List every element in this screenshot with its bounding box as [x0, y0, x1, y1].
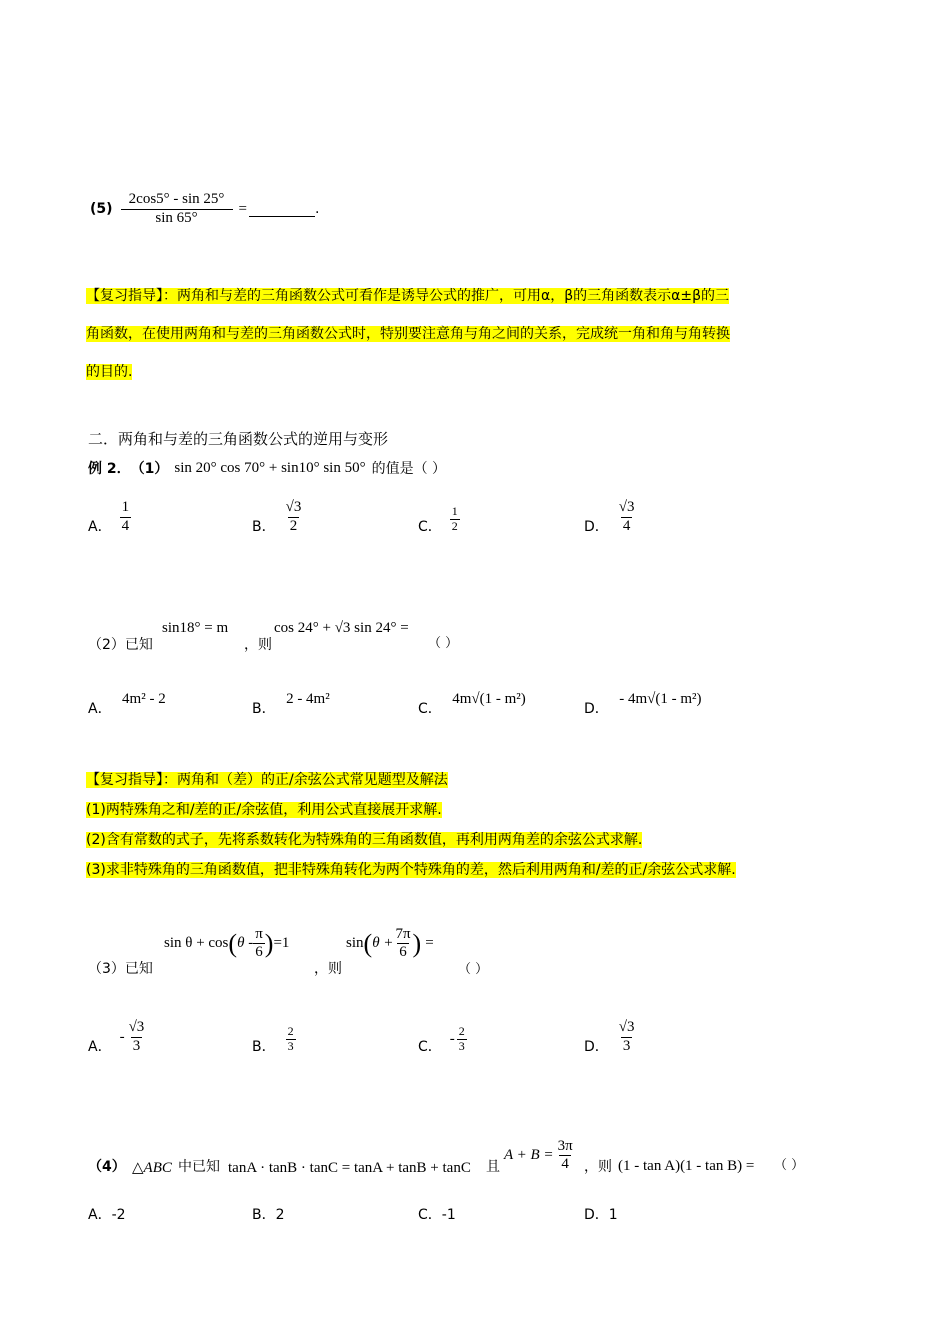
option-label: B．	[252, 519, 276, 535]
option-a[interactable]	[88, 1204, 126, 1224]
right-paren: )	[264, 928, 274, 958]
fraction-denominator: 3	[458, 1038, 465, 1053]
fraction-numerator: 1	[121, 499, 130, 516]
option-label: A．	[88, 519, 112, 535]
option-c[interactable]	[418, 1022, 467, 1056]
option-label: D．	[584, 519, 609, 535]
option-b[interactable]	[252, 1204, 285, 1224]
fraction	[450, 505, 460, 534]
option-label: C．	[418, 1039, 442, 1055]
condition-expression: sin18° = m	[162, 620, 229, 636]
answer-paren: （ ）	[428, 636, 459, 651]
option-a[interactable]	[88, 498, 131, 536]
option-label: C．	[418, 1207, 442, 1223]
question-mid: ，则	[314, 961, 342, 977]
fraction	[457, 1025, 467, 1054]
option-label: C．	[418, 701, 442, 717]
option-a[interactable]	[88, 1018, 146, 1056]
option-d[interactable]	[584, 688, 702, 717]
option-d[interactable]	[584, 1204, 618, 1224]
option-label: D．	[584, 701, 609, 717]
guide-line: (3)求非特殊角的三角函数值，把非特殊角转化为两个特殊角的差，然后利用两角和/差的正/余弦公式求解.	[86, 862, 736, 878]
fraction-numerator: √3	[618, 1019, 635, 1036]
option-value: 2	[275, 1207, 285, 1223]
question-text: 且	[486, 1159, 500, 1175]
fraction-denominator: 4	[121, 517, 130, 534]
fraction	[121, 191, 233, 227]
math-expression: sin 20° cos 70° + sin10° sin 50°	[174, 459, 366, 476]
option-label: A．	[88, 1207, 112, 1223]
option-b[interactable]	[252, 1022, 296, 1056]
fraction	[120, 499, 132, 535]
fraction-numerator: √3	[128, 1019, 145, 1036]
option-value: -1	[441, 1207, 456, 1223]
triangle-name: △ABC	[132, 1160, 172, 1176]
option-label: D．	[584, 1039, 609, 1055]
fraction-numerator: 3π	[557, 1138, 573, 1154]
example-2-question-1	[88, 458, 446, 478]
condition-expression	[164, 926, 289, 962]
option-label: A．	[88, 701, 112, 717]
guide-line: 的目的.	[86, 364, 133, 380]
math-expression	[346, 926, 434, 962]
math-expression: (1 - tan A)(1 - tan B) =	[618, 1158, 755, 1174]
guide-line: (2)含有常数的式子，先将系数转化为特殊角的三角函数值，再利用两角差的余弦公式求解.	[86, 832, 643, 848]
question-3	[88, 926, 568, 976]
option-sign: -	[119, 1028, 125, 1045]
question-number: （3）已知	[88, 961, 153, 977]
section-title: 二．两角和与差的三角函数公式的逆用与变形	[88, 430, 389, 448]
answer-blank	[249, 202, 315, 217]
fraction-numerator: π	[255, 926, 263, 942]
fraction-denominator: 2	[451, 518, 458, 533]
option-d[interactable]	[584, 1018, 637, 1056]
expr-part: =1	[273, 935, 290, 952]
option-label: B．	[252, 701, 276, 717]
fraction-denominator: 2	[289, 517, 298, 534]
equals-sign: =	[238, 200, 248, 217]
question-number: (5)	[90, 201, 113, 217]
question-mid: ，则	[244, 637, 272, 653]
period: .	[315, 201, 320, 217]
right-paren: )	[412, 928, 422, 958]
option-d[interactable]	[584, 498, 637, 536]
option-c[interactable]	[418, 688, 526, 717]
example-label: 例 2．	[88, 461, 131, 477]
fraction	[393, 926, 412, 962]
guide-line: 【复习指导】：两角和与差的三角函数公式可看作是诱导公式的推广，可用α，β的三角函数表示α±β的三	[86, 288, 730, 304]
fraction-denominator: 4	[561, 1156, 569, 1173]
fraction-numerator: 2	[458, 1023, 465, 1038]
guide-line: (1)两特殊角之和/差的正/余弦值，利用公式直接展开求解.	[86, 802, 442, 818]
condition-expression: tanA · tanB · tanC = tanA + tanB + tanC	[228, 1160, 471, 1176]
option-value: -2	[111, 1207, 126, 1223]
guide-line: 角函数，在使用两角和与差的三角函数公式时，特别要注意角与角之间的关系，完成统一角和角与角转换	[86, 326, 730, 342]
question-5	[90, 184, 319, 234]
answer-paren: （ ）	[458, 962, 489, 977]
fraction-numerator: 7π	[395, 926, 411, 942]
option-value: 4m² - 2	[122, 691, 166, 707]
option-b[interactable]	[252, 688, 330, 717]
expr-part: θ -	[237, 935, 254, 952]
option-value: 2 - 4m²	[286, 691, 330, 707]
guide-line: 【复习指导】：两角和（差）的正/余弦公式常见题型及解法	[86, 772, 448, 788]
option-b[interactable]	[252, 498, 303, 536]
question-tail: 的值是（ ）	[371, 461, 447, 477]
fraction-numerator: 2	[287, 1023, 294, 1038]
option-label: C．	[418, 519, 442, 535]
option-label: D．	[584, 1207, 609, 1223]
option-sign: -	[449, 1030, 455, 1047]
option-a[interactable]	[88, 688, 166, 717]
math-expression: cos 24° + √3 sin 24° =	[274, 620, 409, 636]
option-label: A．	[88, 1039, 112, 1055]
left-paren: (	[228, 928, 238, 958]
question-number: （4）	[88, 1159, 126, 1175]
fraction	[556, 1138, 575, 1174]
question-text: 中已知	[178, 1159, 220, 1175]
question-number: （1）	[130, 461, 169, 477]
option-label: B．	[252, 1207, 276, 1223]
review-guide-1	[86, 277, 868, 391]
fraction-numerator: 1	[451, 503, 458, 518]
review-guide-2	[86, 765, 736, 885]
fraction	[127, 1019, 147, 1055]
fraction-denominator: 3	[622, 1037, 631, 1054]
fraction-numerator: √3	[618, 499, 635, 516]
expr-part: sin θ + cos	[164, 935, 229, 952]
fraction-numerator: 2cos5° - sin 25°	[128, 191, 225, 208]
answer-paren: （ ）	[774, 1158, 805, 1173]
expr-part: =	[425, 935, 434, 952]
sum-expression	[504, 1138, 575, 1174]
option-c[interactable]	[418, 502, 460, 536]
fraction	[284, 499, 304, 535]
question-number: （2）已知	[88, 637, 153, 653]
option-c[interactable]	[418, 1204, 456, 1224]
fraction-denominator: 4	[622, 517, 631, 534]
fraction-denominator: 6	[399, 944, 407, 961]
fraction	[617, 1019, 637, 1055]
expr-part: sin	[346, 935, 364, 952]
question-4	[88, 1138, 848, 1182]
fraction	[617, 499, 637, 535]
option-value: - 4m√(1 - m²)	[619, 691, 702, 707]
left-paren: (	[363, 928, 373, 958]
fraction-denominator: 3	[132, 1037, 141, 1054]
expr-part: A + B =	[504, 1147, 554, 1164]
expr-part: θ +	[372, 935, 394, 952]
fraction-denominator: sin 65°	[121, 209, 233, 227]
fraction-denominator: 6	[255, 944, 263, 961]
question-text: ，则	[584, 1159, 612, 1175]
option-value: 1	[608, 1207, 618, 1223]
option-value: 4m√(1 - m²)	[452, 691, 526, 707]
fraction-numerator: √3	[285, 499, 302, 516]
option-label: B．	[252, 1039, 276, 1055]
fraction	[286, 1025, 296, 1054]
fraction	[253, 926, 265, 962]
fraction-denominator: 3	[287, 1038, 294, 1053]
